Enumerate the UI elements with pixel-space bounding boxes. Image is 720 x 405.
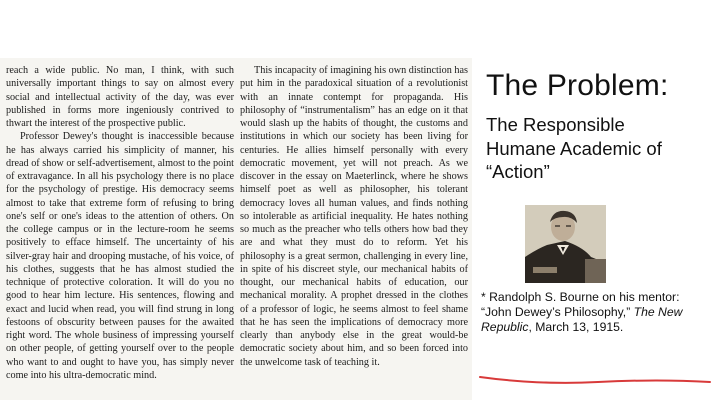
- red-underline-mark: [478, 372, 714, 388]
- subtitle-line: The Responsible: [486, 114, 625, 135]
- subtitle-line: “Action”: [486, 161, 550, 182]
- slide-subtitle: [486, 113, 718, 184]
- photo-caption: [481, 290, 717, 335]
- bourne-portrait-photo: [525, 205, 606, 283]
- excerpt-scan: [0, 58, 472, 400]
- caption-line: * Randolph S. Bourne on his mentor:: [481, 290, 680, 304]
- excerpt-paragraph: This incapacity of imagining his own distinction has put him in the paradoxical situation of a revolutionist with an innate contempt for propaganda. His philosophy of “instrumentalism” has an edge on it that would slash up the habits of thought, the customs and institutions in which our society has been living for centuries. He allies himself personally with every democratic movement, yet will not preach. As we discover in the essay on Maeterlinck, where he shows himself poet as well as philosopher, his tolerant democracy loves all human values, and finds nothing so intolerable as artificial inequality. He hates nothing so much as the preacher who tells others how bad they are and what they must do to reform. Yet his philosophy is a great sermon, challenging in every line, in spite of his discreet style, our mechanical habits of thought, our mechanical habits of education, our mechanical morality. A prophet dressed in the clothes of a professor of logic, he seems almost to feel shame that he has seen the implications of democracy more clearly than anybody else in the great would-be democratic society about him, and so been forced into the unwelcome task of teaching it.: [240, 65, 468, 368]
- caption-line: [481, 320, 717, 335]
- excerpt-left-column: [6, 64, 234, 382]
- caption-article-title: “John Dewey’s Philosophy,”: [481, 305, 634, 319]
- excerpt-right-column: [240, 64, 468, 369]
- slide-title: The Problem:: [486, 69, 669, 102]
- excerpt-paragraph: Professor Dewey's thought is inaccessible because he has always carried his simplicity of manner, his dread of show or self-advertisement, almost to the point of extravagance. In all his psychology there is no place for the psychology of prestige. His democracy seems almost to take that extreme form of refusing to bring one's self or one's ideas to the attention of others. On the college campus or in the lecture-room he seems positively to efface himself. The uncertainty of his silver-gray hair and drooping mustache, of his voice, of his clothes, suggests that he has almost studied the technique of protective coloration. It will do you no good to hear him lecture. His sentences, flowing and exact and lucid when read, you will find strung in long festoons of obscurity between pauses for the awaited right word. The whole business of impressing yourself on other people, of getting yourself over to the people who want to and ought to have you, has simply never come into his ultra-democratic mind.: [6, 131, 234, 381]
- caption-line: [481, 305, 717, 320]
- caption-publication: The New: [633, 305, 683, 319]
- subtitle-line: Humane Academic of: [486, 137, 662, 159]
- excerpt-paragraph: reach a wide public. No man, I think, with such universally important things to say on almost every social and intellectual activity of the day, was ever published in forms more ingeniously contrived to thwart the interest of the prospective public.: [6, 65, 234, 129]
- portrait-illustration: [525, 205, 606, 283]
- caption-publication: Republic: [481, 320, 529, 334]
- caption-date: , March 13, 1915.: [528, 320, 624, 334]
